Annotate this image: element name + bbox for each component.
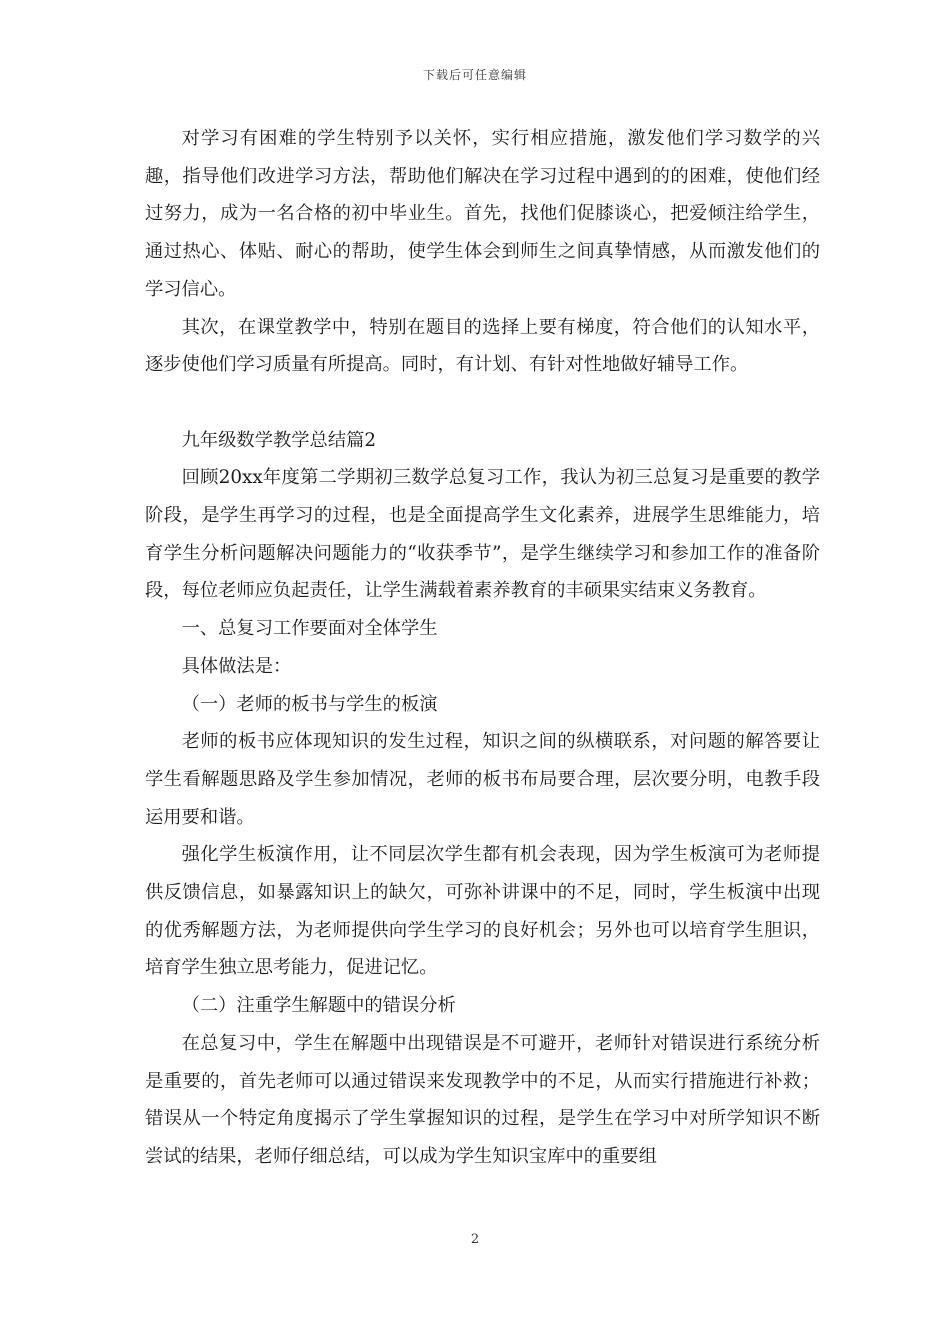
paragraph-5: 老师的板书应体现知识的发生过程，知识之间的纵横联系，对问题的解答要让学生看解题思路及学生参加情况，老师的板书布局要合理，层次要分明，电教手段运用要和谐。 bbox=[145, 731, 820, 828]
heading-1: 一、总复习工作要面对全体学生 bbox=[181, 618, 438, 640]
paragraph-1: 对学习有困难的学生特别予以关怀，实行相应措施，激发他们学习数学的兴趣，指导他们改进学习方法，帮助他们解决在学习过程中遇到的的困难，使他们经过努力，成为一名合格的初中毕业生。首先，找他们促膝谈心，把爱倾注给学生，通过热心、体贴、耐心的帮助，使学生体会到师生之间真挚情感，从而激发他们的学习信心。 bbox=[145, 128, 820, 300]
heading-2: （一）老师的板书与学生的板演 bbox=[181, 693, 438, 715]
page-number: 2 bbox=[470, 1232, 480, 1247]
paragraph-gap bbox=[145, 384, 820, 422]
paragraph-7: 在总复习中，学生在解题中出现错误是不可避开，老师针对错误进行系统分析是重要的，首先老师可以通过错误来发现教学中的不足，从而实行措施进行补救；错误从一个特定角度揭示了学生掌握知识的过程，是学生在学习中对所学知识不断尝试的结果，老师仔细总结，可以成为学生知识宝库中的重要组 bbox=[145, 1032, 820, 1167]
page-header: 下载后可任意编辑 bbox=[422, 68, 527, 82]
paragraph-4: 具体做法是： bbox=[181, 655, 292, 677]
heading-3: （二）注重学生解题中的错误分析 bbox=[181, 995, 456, 1017]
paragraph-3: 回顾20xx年度第二学期初三数学总复习工作，我认为初三总复习是重要的教学阶段，是学生再学习的过程，也是全面提高学生文化素养，进展学生思维能力，培育学生分析问题解决问题能力的“收获季节”，是学生继续学习和参加工作的准备阶段，每位老师应负起责任，让学生满载着素养教育的丰硕果实结束义务教育。 bbox=[145, 467, 820, 602]
paragraph-6: 强化学生板演作用，让不同层次学生都有机会表现，因为学生板演可为老师提供反馈信息，如暴露知识上的缺欠，可弥补讲课中的不足，同时，学生板演中出现的优秀解题方法，为老师提供向学生学习的良好机会；另外也可以培育学生胆识，培育学生独立思考能力，促进记忆。 bbox=[145, 844, 820, 979]
paragraph-2: 其次，在课堂教学中，特别在题目的选择上要有梯度，符合他们的认知水平，逐步使他们学习质量有所提高。同时，有计划、有针对性地做好辅导工作。 bbox=[145, 316, 820, 376]
section-title: 九年级数学教学总结篇2 bbox=[181, 429, 377, 451]
document-body bbox=[145, 120, 820, 1176]
